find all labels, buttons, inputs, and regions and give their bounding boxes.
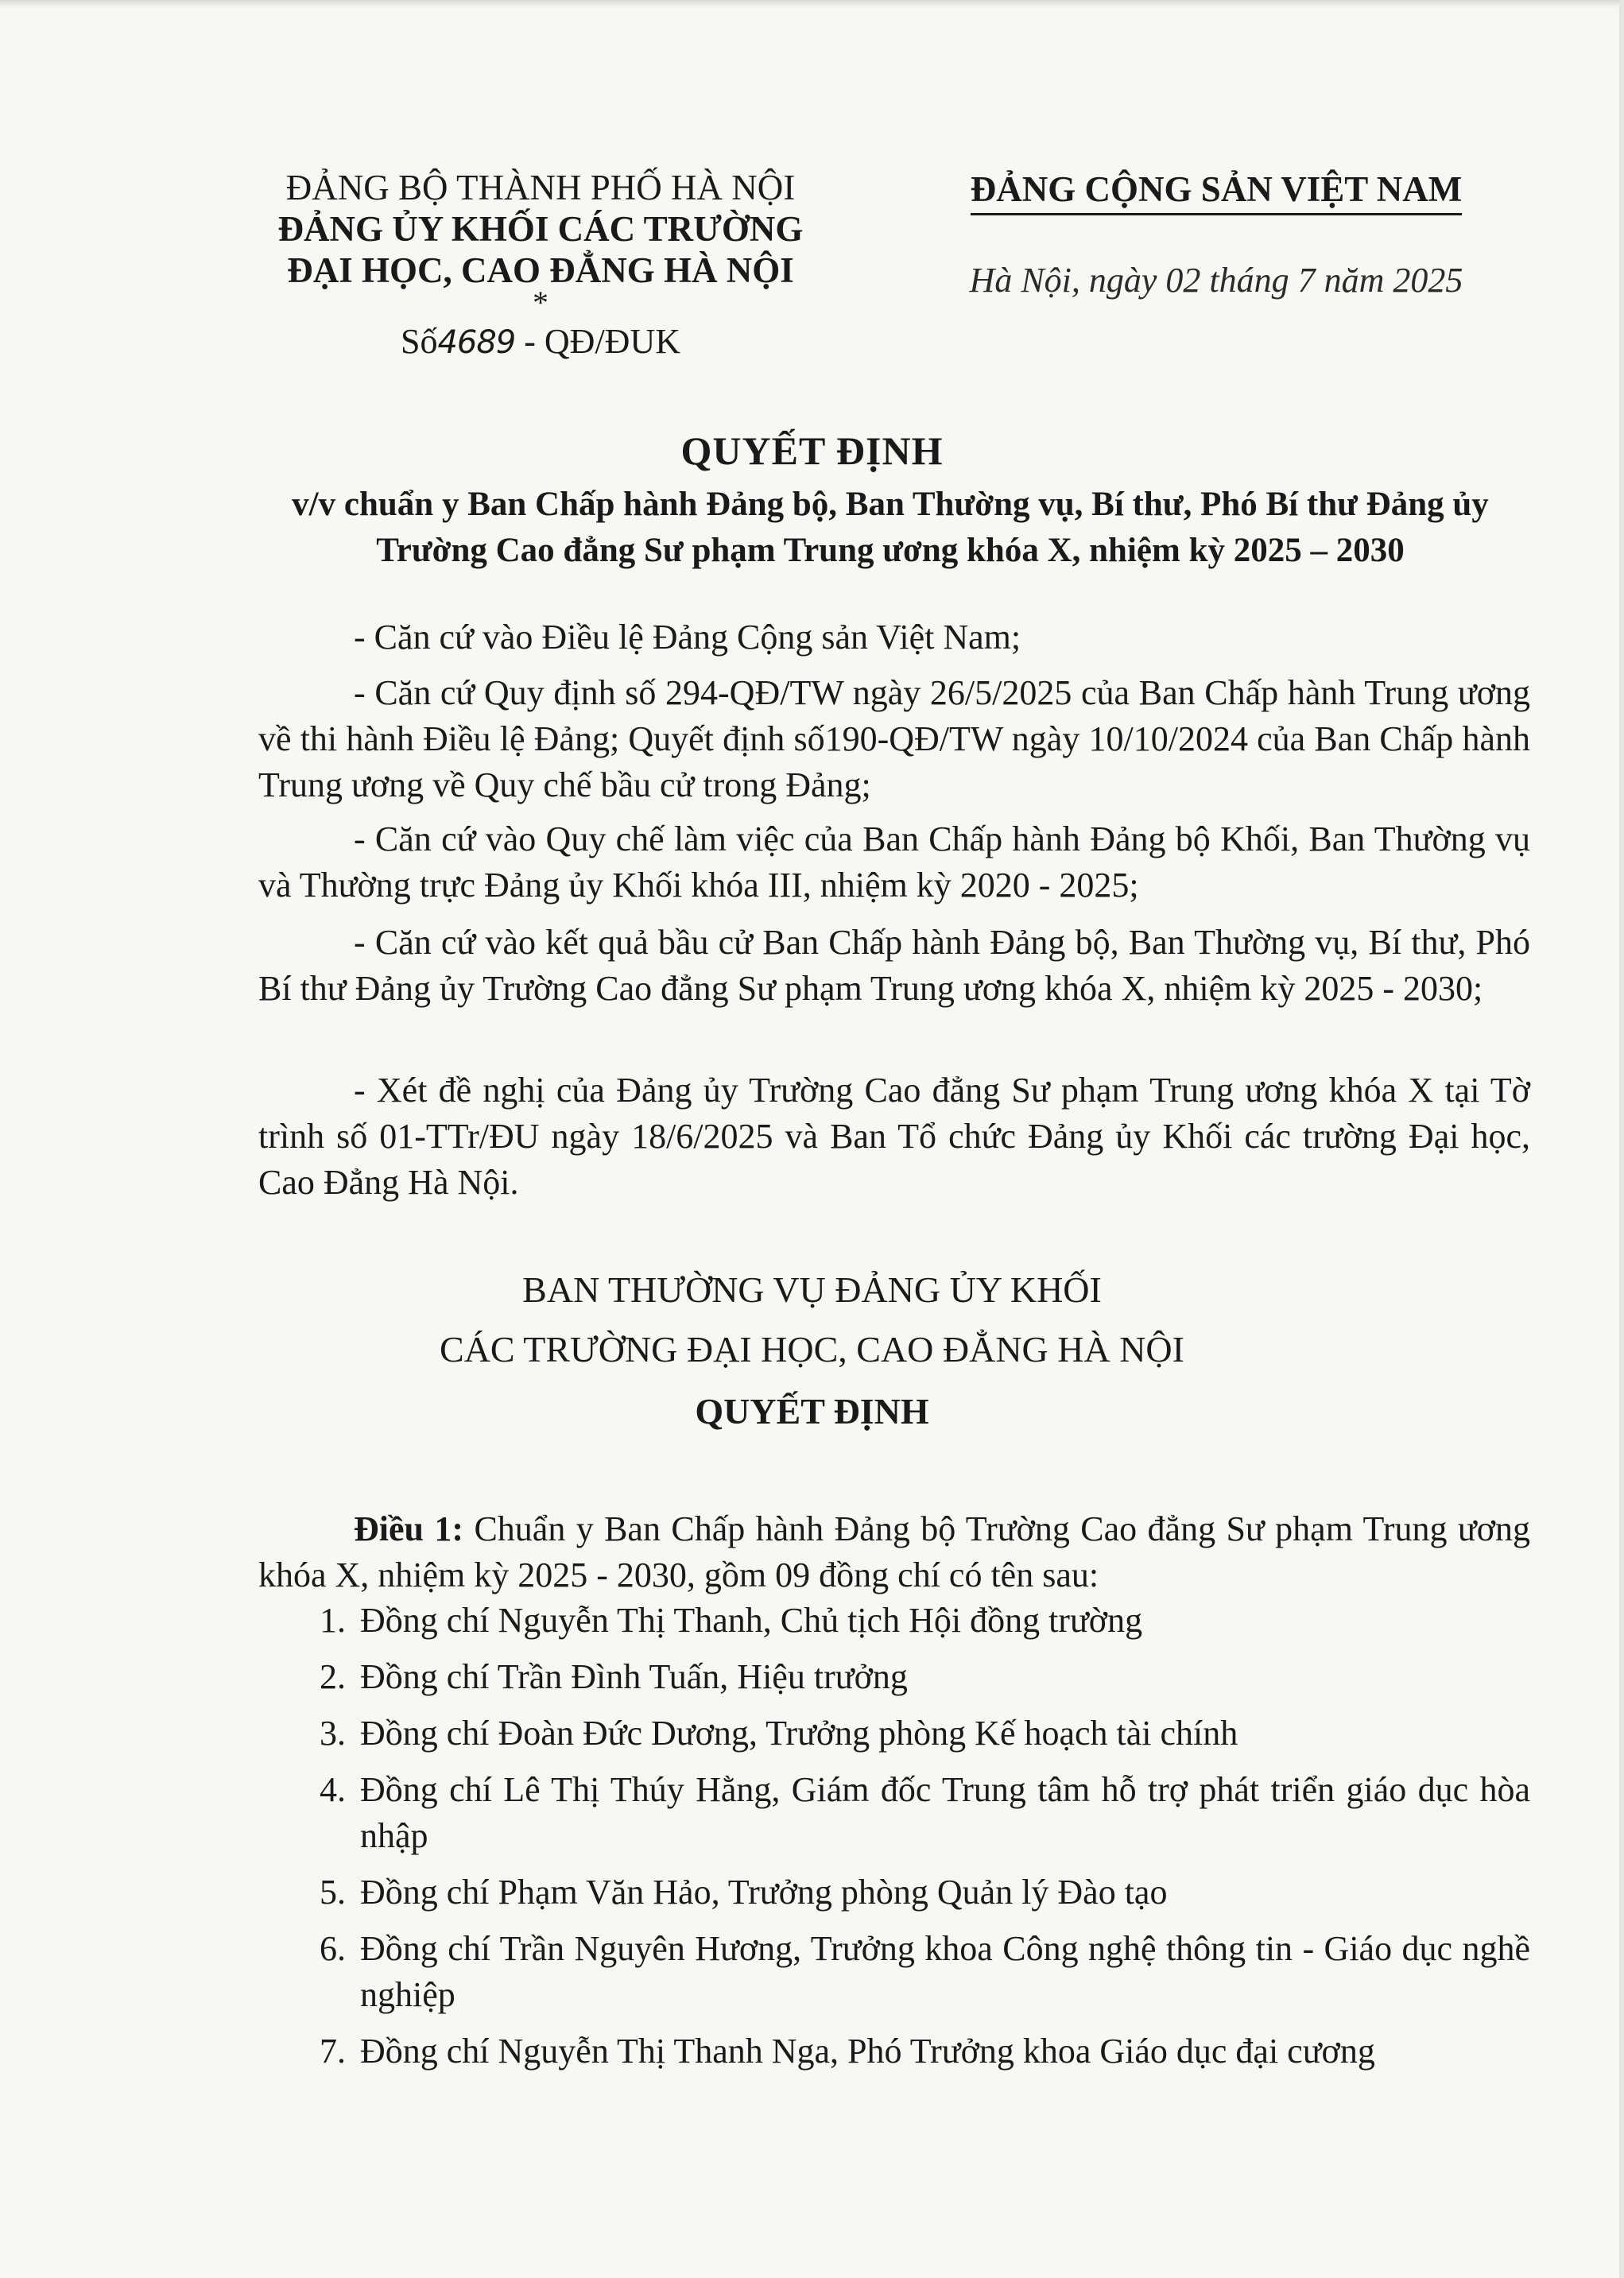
- national-header: [914, 167, 1518, 304]
- article-1: [258, 1506, 1530, 1598]
- authority-line-2: CÁC TRƯỜNG ĐẠI HỌC, CAO ĐẲNG HÀ NỘI: [440, 1329, 1184, 1370]
- doc-number-prefix: Số: [400, 322, 438, 361]
- list-item: 5. Đồng chí Phạm Văn Hảo, Trưởng phòng Quản lý Đào tạo: [320, 1873, 1168, 1912]
- subject-line-1: v/v chuẩn y Ban Chấp hành Đảng bộ, Ban Thường vụ, Bí thư, Phó Bí thư Đảng ủy: [292, 486, 1489, 523]
- basis-1: - Căn cứ vào Điều lệ Đảng Cộng sản Việt Nam;: [354, 618, 1021, 657]
- scan-top-edge: [0, 0, 1624, 8]
- list-item: 7. Đồng chí Nguyễn Thị Thanh Nga, Phó Trưởng khoa Giáo dục đại cương: [320, 2032, 1375, 2071]
- basis-5: - Xét đề nghị của Đảng ủy Trường Cao đẳng Sư phạm Trung ương khóa X tại Tờ trình số 01-TTr/ĐU ngày 18/6/2025 và Ban Tổ chức Đảng ủy Khối các trường Đại học, Cao Đẳng Hà Nội.: [258, 1071, 1530, 1202]
- issuer-block: [238, 167, 843, 366]
- issuer-star: *: [533, 285, 548, 320]
- list-item: 1. Đồng chí Nguyễn Thị Thanh, Chủ tịch Hội đồng trường: [320, 1601, 1143, 1640]
- authority-line-1: BAN THƯỜNG VỤ ĐẢNG ỦY KHỐI: [522, 1269, 1102, 1310]
- document-number: [238, 318, 843, 366]
- list-item: 4. Đồng chí Lê Thị Thúy Hằng, Giám đốc Trung tâm hỗ trợ phát triển giáo dục hòa nhập: [320, 1770, 1530, 1855]
- basis-4: - Căn cứ vào kết quả bầu cử Ban Chấp hành Đảng bộ, Ban Thường vụ, Bí thư, Phó Bí thư Đảng ủy Trường Cao đẳng Sư phạm Trung ương khóa X, nhiệm kỳ 2025 - 2030;: [258, 923, 1530, 1008]
- issuer-line-2: ĐẢNG ỦY KHỐI CÁC TRƯỜNG: [277, 209, 804, 249]
- list-item: 6. Đồng chí Trần Nguyên Hương, Trưởng khoa Công nghệ thông tin - Giáo dục nghề nghiệp: [320, 1929, 1530, 2014]
- document-subject: [238, 482, 1542, 574]
- basis-3: - Căn cứ vào Quy chế làm việc của Ban Chấp hành Đảng bộ Khối, Ban Thường vụ và Thường trực Đảng ủy Khối khóa III, nhiệm kỳ 2020 - 2025;: [258, 819, 1530, 905]
- document-title: QUYẾT ĐỊNH: [680, 428, 944, 473]
- list-item: 3. Đồng chí Đoàn Đức Dương, Trưởng phòng Kế hoạch tài chính: [320, 1714, 1238, 1753]
- basis-2: - Căn cứ Quy định số 294-QĐ/TW ngày 26/5/2025 của Ban Chấp hành Trung ương về thi hành Điều lệ Đảng; Quyết định số190-QĐ/TW ngày 10/10/2024 của Ban Chấp hành Trung ương về Quy chế bầu cử trong Đảng;: [258, 673, 1530, 804]
- doc-number-suffix: - QĐ/ĐUK: [524, 322, 681, 361]
- list-item: 2. Đồng chí Trần Đình Tuấn, Hiệu trưởng: [320, 1657, 908, 1696]
- subject-line-2: Trường Cao đẳng Sư phạm Trung ương khóa X, nhiệm kỳ 2025 – 2030: [376, 532, 1405, 569]
- article-1-label: Điều 1:: [354, 1509, 464, 1548]
- issuer-line-1: ĐẢNG BỘ THÀNH PHỐ HÀ NỘI: [285, 168, 796, 207]
- country-name: ĐẢNG CỘNG SẢN VIỆT NAM: [971, 167, 1462, 215]
- member-list: [258, 1598, 1530, 2085]
- scan-right-edge: [1619, 0, 1624, 2278]
- issuer-line-3: ĐẠI HỌC, CAO ĐẲNG HÀ NỘI: [287, 250, 794, 290]
- article-1-text: Chuẩn y Ban Chấp hành Đảng bộ Trường Cao đẳng Sư phạm Trung ương khóa X, nhiệm kỳ 2025 - 2030, gồm 09 đồng chí có tên sau:: [258, 1509, 1530, 1594]
- doc-number-handwritten: 4689: [437, 324, 516, 361]
- authority-decision: QUYẾT ĐỊNH: [695, 1391, 929, 1431]
- date-line: Hà Nội, ngày 02 tháng 7 năm 2025: [969, 261, 1463, 300]
